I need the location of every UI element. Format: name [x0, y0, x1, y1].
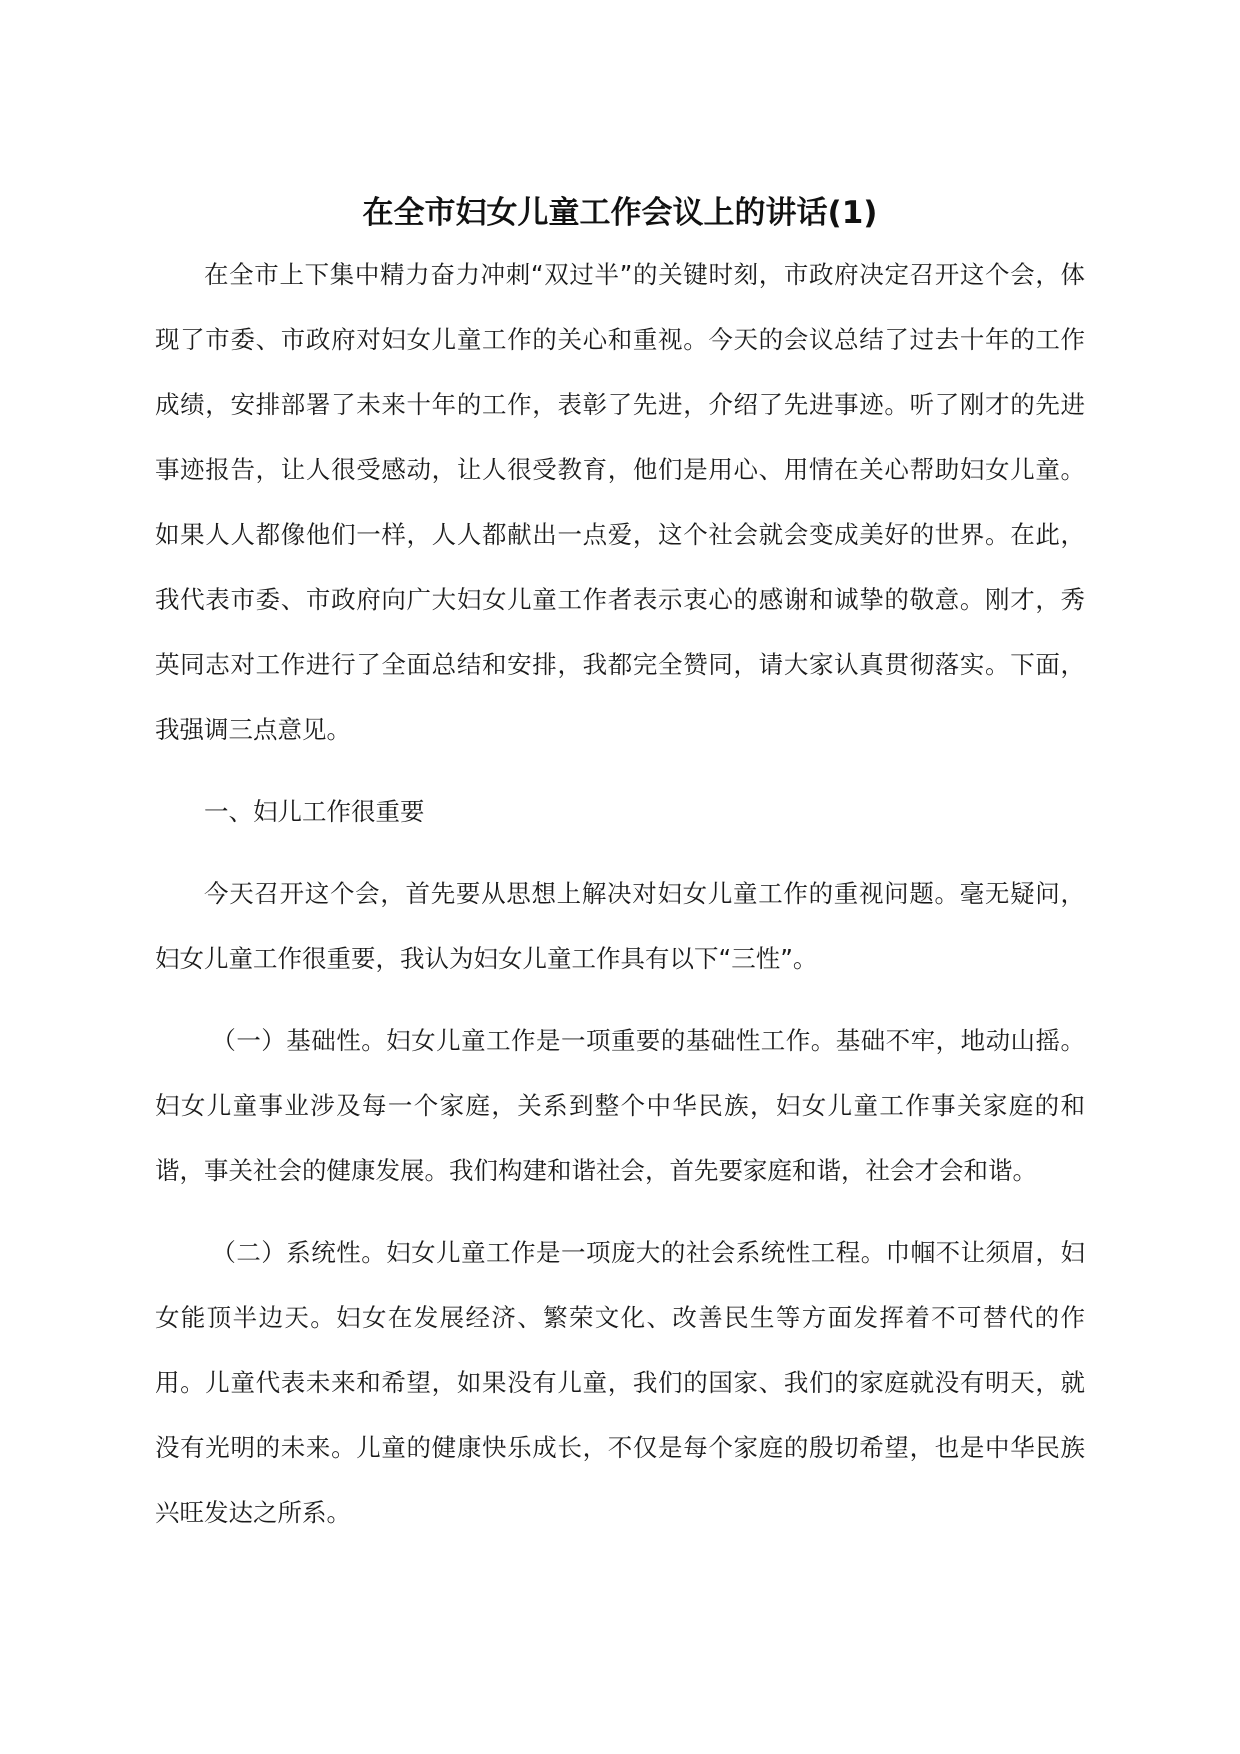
document-title: 在全市妇女儿童工作会议上的讲话(1): [362, 195, 878, 231]
paragraph-importance: 今天召开这个会，首先要从思想上解决对妇女儿童工作的重视问题。毫无疑问，妇女儿童工作很重要，我认为妇女儿童工作具有以下“三性”。: [155, 879, 1085, 973]
section-heading-1: 一、妇儿工作很重要: [204, 797, 425, 826]
paragraph-systematic: （二）系统性。妇女儿童工作是一项庞大的社会系统性工程。巾帼不让须眉，妇女能顶半边天。妇女在发展经济、繁荣文化、改善民生等方面发挥着不可替代的作用。儿童代表未来和希望，如果没有儿童，我们的国家、我们的家庭就没有明天，就没有光明的未来。儿童的健康快乐成长，不仅是每个家庭的殷切希望，也是中华民族兴旺发达之所系。: [155, 1238, 1085, 1527]
paragraph-foundational: （一）基础性。妇女儿童工作是一项重要的基础性工作。基础不牢，地动山摇。妇女儿童事业涉及每一个家庭，关系到整个中华民族，妇女儿童工作事关家庭的和谐，事关社会的健康发展。我们构建和谐社会，首先要家庭和谐，社会才会和谐。: [155, 1026, 1085, 1185]
paragraph-opening: 在全市上下集中精力奋力冲刺“双过半”的关键时刻，市政府决定召开这个会，体现了市委、市政府对妇女儿童工作的关心和重视。今天的会议总结了过去十年的工作成绩，安排部署了未来十年的工作，表彰了先进，介绍了先进事迹。听了刚才的先进事迹报告，让人很受感动，让人很受教育，他们是用心、用情在关心帮助妇女儿童。如果人人都像他们一样，人人都献出一点爱，这个社会就会变成美好的世界。在此，我代表市委、市政府向广大妇女儿童工作者表示衷心的感谢和诚挚的敬意。刚才，秀英同志对工作进行了全面总结和安排，我都完全赞同，请大家认真贯彻落实。下面，我强调三点意见。: [155, 260, 1085, 744]
document-body: [155, 242, 1085, 1545]
